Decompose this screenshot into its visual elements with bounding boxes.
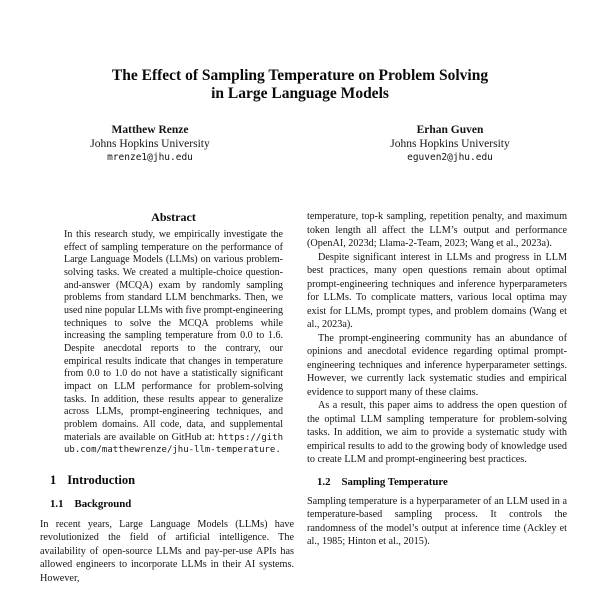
author-2-email: eguven2@jhu.edu (407, 152, 493, 163)
body-paragraph-3: The prompt-engineering community has an abundance of opinions and anecdotal evidence regarding optimal prompt-engineering techniques and inference hyperparameter settings. However, we currently lack systematic studies and empirical evidence to support many of these claims. (307, 332, 567, 398)
paper-title (0, 0, 600, 102)
author-2-name: Erhan Guven (416, 124, 484, 136)
sampling-temperature-paragraph: Sampling temperature is a hyperparameter of an LLM used in a temperature-based sampling process. It controls the randomness of the model’s output at inference time (Ackley et al., 1985; Hinton et al., 2015). (307, 495, 567, 547)
paper-title-line1: The Effect of Sampling Temperature on Problem Solving (111, 67, 489, 84)
author-2 (300, 124, 600, 164)
section-heading-introduction (40, 473, 294, 487)
author-1-email: mrenze1@jhu.edu (107, 152, 193, 163)
section-title: Introduction (67, 472, 136, 487)
section-number: 1 (50, 472, 57, 487)
body-paragraph-1: temperature, top-k sampling, repetition penalty, and maximum token length all affect the LLM’s output and performance (OpenAI, 2023d; Llama-2-Team, 2023; Wang et al., 2023a). (307, 211, 567, 249)
paper-title-line2: in Large Language Models (211, 84, 389, 102)
abstract-heading: Abstract (151, 210, 196, 224)
author-1-name: Matthew Renze (111, 124, 189, 136)
author-block (0, 124, 600, 164)
subsection-title: Background (74, 497, 132, 510)
github-link[interactable]: https://github.com/matthewrenze/jhu-llm-temperature. (64, 432, 283, 456)
body-paragraph-4: As a result, this paper aims to address the open question of the optimal LLM sampling temperature for problem-solving tasks. In addition, we aim to provide a systematic study with empirical results to add to the growing body of knowledge used to create LLM and prompt-engineering best practices. (307, 400, 567, 465)
left-column (40, 210, 294, 585)
right-column (307, 210, 567, 549)
subsection-title: Sampling Temperature (341, 475, 448, 488)
abstract-body-text: In this research study, we empirically investigate the effect of sampling temperature on the performance of Large Language Models (LLMs) on various problem-solving tasks. We created a multiple-choice question-and-answer (MCQA) exam by randomly sampling problems from standard LLM benchmarks. Then, we used nine popular LLMs with five prompt-engineering techniques to solve the MCQA problems while increasing the sampling temperature from 0.0 to 1.6. Despite anecdotal reports to the contrary, our empirical results indicate that changes in temperature from 0.0 to 1.0 do not have a statistically significant impact on LLM performance for problem-solving tasks. In addition, these results appear to generalize across LLMs, prompt-engineering techniques, and problem domains. All code, data, and supplemental materials are available on GitHub at: (64, 229, 283, 443)
author-1-affiliation: Johns Hopkins University (90, 137, 210, 150)
author-1 (0, 124, 300, 164)
abstract-text (64, 229, 283, 457)
background-paragraph: In recent years, Large Language Models (LLMs) have revolutionized the field of artificial intelligence. The availability of open-source LLMs and pay-per-use APIs has allowed engineers to incorporate LLMs in their AI systems. However, (40, 518, 294, 584)
subsection-heading-sampling-temperature (307, 476, 567, 489)
abstract-section (40, 210, 294, 457)
body-paragraph-2: Despite significant interest in LLMs and progress in LLM best practices, many open questions remain about optimal prompt-engineering techniques and inference hyperparameters for LLMs. To complicate matters, various local optima may exist for LLMs, prompt types, and problem domains (Wang et al., 2023a). (307, 251, 567, 330)
subsection-number: 1.1 (50, 497, 64, 510)
two-column-body (0, 210, 600, 585)
subsection-heading-background (40, 498, 294, 511)
author-2-affiliation: Johns Hopkins University (390, 137, 510, 150)
subsection-number: 1.2 (317, 475, 331, 488)
